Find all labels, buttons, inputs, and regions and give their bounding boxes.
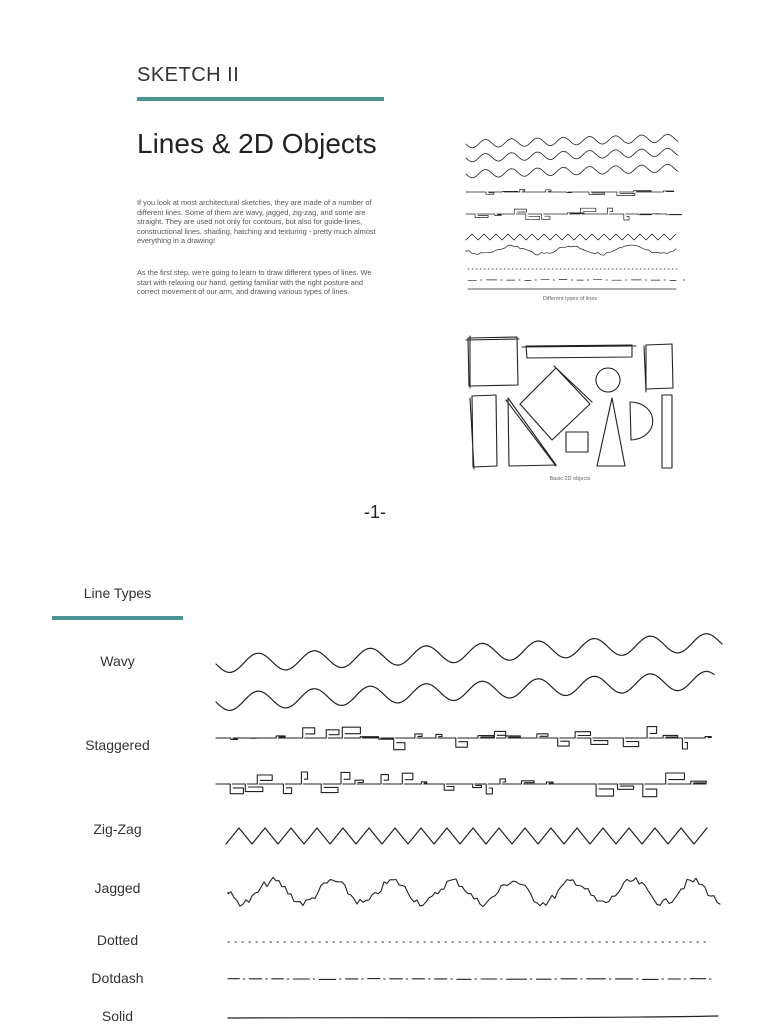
thumb-zigzag [466, 234, 676, 240]
long-rectangle-shape [522, 345, 636, 358]
thumb-jagged [466, 245, 676, 255]
solid-line [228, 1016, 718, 1018]
small-square-shape [566, 432, 588, 452]
row-label-wavy: Wavy [100, 653, 135, 669]
tall-rectangle-shape [644, 344, 673, 392]
jagged-line [228, 877, 720, 906]
line-types-heading: Line Types [83, 585, 152, 601]
row-label-solid: Solid [101, 1008, 134, 1024]
vertical-rectangle-shape [470, 395, 497, 469]
diamond-shape [520, 366, 592, 440]
right-triangle-shape [506, 398, 556, 466]
page-title: Lines & 2D Objects [137, 128, 377, 159]
header-divider [137, 97, 384, 101]
staggered-line-2 [216, 772, 706, 797]
wavy-line-2 [216, 671, 714, 710]
dotdash-line [228, 979, 711, 980]
row-label-staggered: Staggered [85, 737, 150, 753]
tall-triangle-shape [597, 398, 625, 466]
intro-paragraph-1: If you look at most architectural sketches, they are made of a number of different lines. Some of them are wavy, jagged, zig-zag, and some are straight. They are used not only for contours, but also for guide-lines, constructional lines, shading, hatching and texturing - pretty much almost everything in a drawing! [137, 198, 376, 246]
narrow-rectangle-shape [662, 395, 672, 468]
zigzag-line [226, 828, 707, 844]
circle-shape [596, 368, 620, 392]
section-subject: SKETCH II [137, 64, 240, 86]
page-number: -1- [364, 502, 386, 522]
line-types-caption: Different types of lines [542, 296, 598, 302]
d-shape [630, 402, 653, 440]
row-label-dotdash: Dotdash [91, 970, 144, 986]
row-label-jagged: Jagged [94, 880, 141, 896]
row-label-zigzag: Zig-Zag [93, 821, 142, 837]
thumb-staggered-1 [466, 189, 674, 195]
thumb-staggered-2 [466, 208, 682, 220]
square-shape [466, 336, 519, 388]
row-label-dotted: Dotted [96, 932, 139, 948]
thumb-wavy-3 [466, 164, 678, 178]
staggered-line-1 [216, 727, 711, 750]
thumb-wavy-2 [466, 148, 678, 162]
intro-paragraph-2: As the first step, we're going to learn to draw different types of lines. We start with relaxing our hand, getting familiar with the right posture and correct movement of our arm, and drawing various types of lines. [137, 268, 372, 297]
objects-caption: Basic 2D objects [549, 476, 591, 482]
thumb-dotdash [468, 280, 685, 281]
wavy-line-1 [216, 634, 722, 673]
thumb-wavy-1 [466, 134, 678, 148]
line-types-divider [52, 616, 183, 620]
